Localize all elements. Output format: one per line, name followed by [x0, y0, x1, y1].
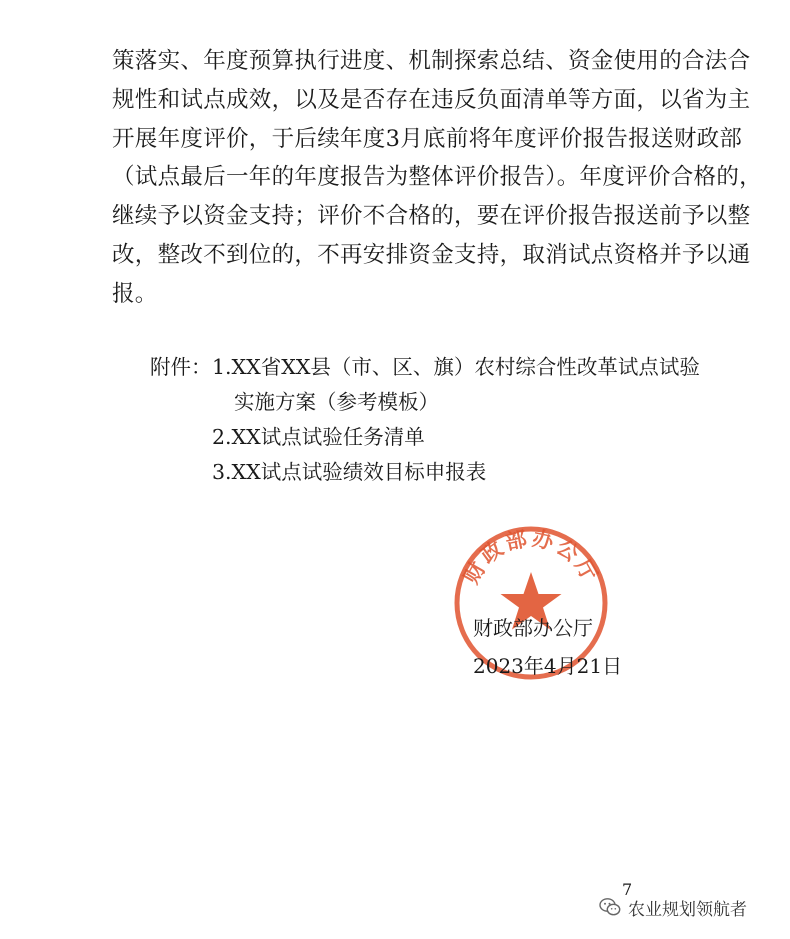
- wechat-icon: [598, 895, 622, 919]
- paragraph-line: 策落实、年度预算执行进度、机制探索总结、资金使用的合法合: [112, 48, 751, 74]
- seal-text-path: 财政部办公厅: [458, 525, 604, 588]
- paragraph-line: 改，整改不到位的，不再安排资金支持，取消试点资格并予以通: [112, 241, 751, 268]
- attachments-list: [150, 350, 710, 490]
- attachment-title: 3.XX试点试验绩效目标申报表: [212, 460, 487, 484]
- watermark: [598, 894, 747, 920]
- attachment-item-1-continued: [150, 385, 710, 420]
- page-number: 7: [622, 880, 633, 899]
- attachment-item-2: [150, 420, 710, 455]
- paragraph-line: 报。: [112, 280, 158, 307]
- attachment-title: 1.XX省XX县（市、区、旗）农村综合性改革试点试验: [212, 355, 700, 379]
- paragraph-line: 规性和试点成效，以及是否存在违反负面清单等方面，以省为主: [112, 86, 751, 113]
- paragraph-line: （试点最后一年的年度报告为整体评价报告）。年度评价合格的，: [112, 164, 762, 191]
- signature-date: 2023年4月21日: [473, 654, 623, 678]
- paragraph-line: 开展年度评价，于后续年度3月底前将年度评价报告报送财政部: [112, 125, 743, 152]
- signature-org: 财政部办公厅: [473, 616, 593, 640]
- attachment-title: 2.XX试点试验任务清单: [212, 425, 425, 449]
- paragraph-line: 继续予以资金支持；评价不合格的，要在评价报告报送前予以整: [112, 203, 751, 230]
- attachment-item-3: [150, 455, 710, 490]
- attachments-label: 附件：: [150, 355, 212, 379]
- attachment-title-continued: 实施方案（参考模板）: [234, 390, 439, 414]
- attachment-item-1: [150, 350, 710, 385]
- watermark-text: 农业规划领航者: [628, 899, 747, 920]
- body-paragraph: [112, 42, 762, 314]
